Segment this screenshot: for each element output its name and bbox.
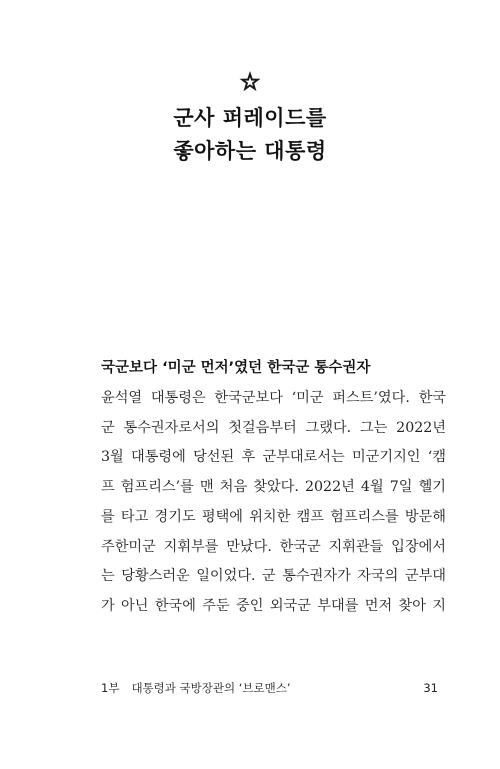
body-line: 3월 대통령에 당선된 후 군부대로서는 미군기지인 ‘캠 bbox=[101, 449, 446, 466]
body-line: 를 타고 경기도 평택에 위치한 캠프 험프리스를 방문해 bbox=[101, 508, 446, 525]
body-line: 는 당황스러운 일이었다. 군 통수권자가 자국의 군부대 bbox=[101, 568, 446, 585]
section-heading: 국군보다 ‘미군 먼저’였던 한국군 통수권자 bbox=[101, 360, 371, 376]
page-number: 31 bbox=[423, 681, 438, 695]
body-line: 가 아닌 한국에 주둔 중인 외국군 부대를 먼저 찾아 지 bbox=[101, 597, 446, 614]
body-line: 프 험프리스’를 맨 처음 찾았다. 2022년 4월 7일 헬기 bbox=[101, 479, 446, 496]
body-paragraph bbox=[101, 384, 446, 622]
footer-part-label: 1부 bbox=[101, 681, 120, 695]
star-icon bbox=[238, 70, 262, 94]
body-line: 윤석열 대통령은 한국군보다 ‘미군 퍼스트’였다. 한국 bbox=[101, 390, 446, 406]
chapter-title-line-1: 군사 퍼레이드를 bbox=[173, 106, 327, 130]
footer-running-title: 대통령과 국방장관의 ‘브로맨스’ bbox=[131, 681, 291, 695]
body-line: 군 통수권자로서의 첫걸음부터 그랬다. 그는 2022년 bbox=[101, 419, 446, 436]
body-line: 주한미군 지휘부를 만났다. 한국군 지휘관들 입장에서 bbox=[101, 538, 446, 555]
chapter-title bbox=[0, 102, 500, 168]
running-footer bbox=[101, 680, 290, 696]
chapter-title-line-2: 좋아하는 대통령 bbox=[173, 139, 327, 163]
chapter-ornament bbox=[0, 70, 500, 96]
